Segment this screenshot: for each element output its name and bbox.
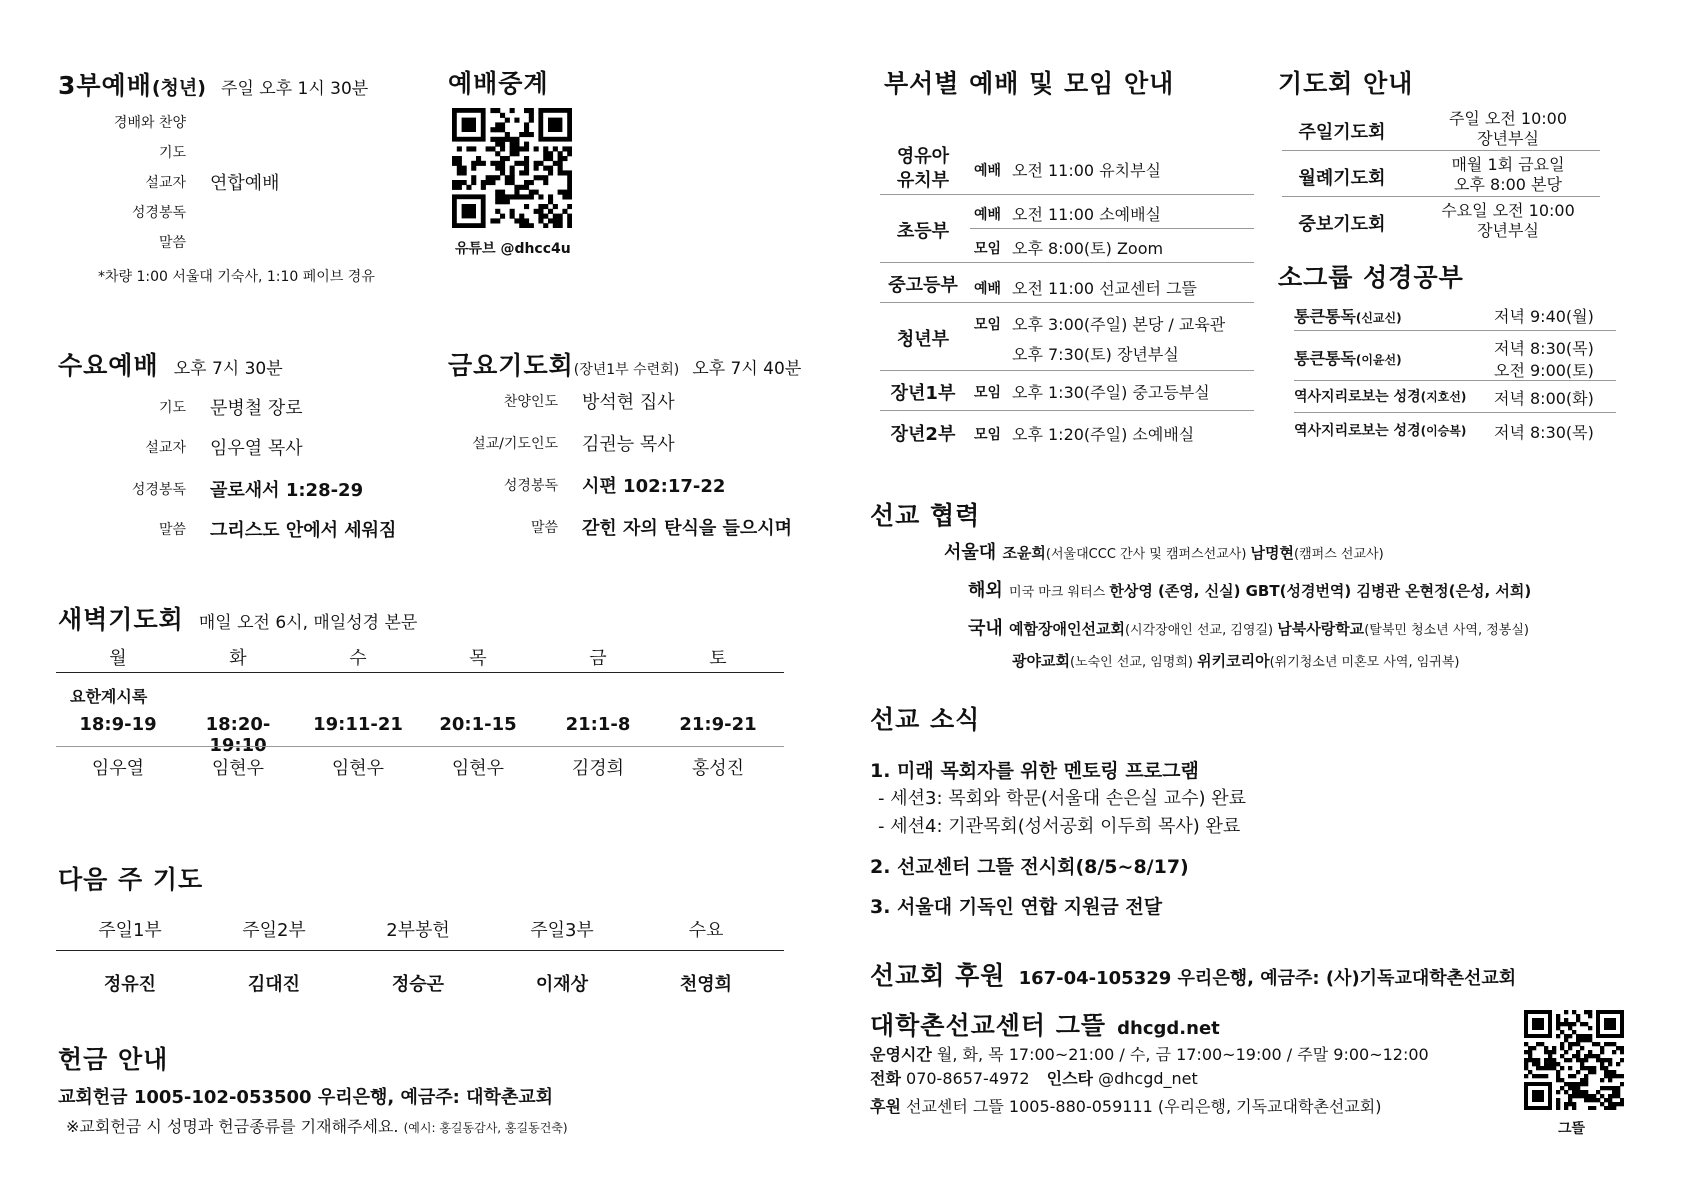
department-schedule: 오전 11:00 소예배실 — [1012, 205, 1162, 224]
small-group-leader: (지호선) — [1420, 390, 1467, 404]
mission-coop-line — [968, 576, 1531, 602]
department-schedule: 오후 8:00(토) Zoom — [1012, 239, 1164, 258]
support-title: 선교회 후원 — [870, 961, 1006, 990]
dawn-leader: 임우열 — [91, 758, 145, 779]
table-divider — [56, 672, 784, 673]
row-divider — [880, 302, 1254, 303]
department-kind: 모임 — [974, 317, 1002, 333]
table-divider — [56, 746, 784, 747]
small-group-name — [1294, 346, 1402, 369]
mission-partner: 위키코리아 — [1197, 652, 1270, 670]
mission-coop-line — [944, 538, 1384, 564]
worship3-title: 3부예배 — [58, 71, 152, 100]
day-header: 금 — [589, 648, 607, 669]
order-value: 문병철 장로 — [210, 398, 303, 419]
order-value: 방석현 집사 — [582, 392, 675, 413]
day-header: 화 — [229, 648, 247, 669]
table-divider — [56, 950, 784, 951]
wednesday-title: 수요예배 — [58, 351, 159, 380]
dawn-passage: 19:11-21 — [313, 714, 403, 735]
order-label: 경배와 찬양 — [113, 115, 186, 131]
small-groups-title: 소그룹 성경공부 — [1278, 263, 1464, 292]
mission-partner-detail: (탈북민 청소년 사역, 정봉실) — [1364, 623, 1529, 638]
youtube-handle[interactable]: 유튜브 @dhcc4u — [455, 241, 571, 257]
small-group-time: 저녁 9:40(월) — [1494, 307, 1594, 326]
dawn-passage: 21:9-21 — [679, 714, 757, 735]
departments-title: 부서별 예배 및 모임 안내 — [884, 69, 1175, 98]
mission-coop-title: 선교 협력 — [870, 501, 981, 530]
friday-title: 금요기도회 — [448, 351, 574, 380]
order-value: 그리스도 안에서 세워짐 — [210, 520, 397, 541]
support-line — [870, 956, 1516, 992]
center-support — [870, 1094, 1381, 1117]
dawn-passage: 18:20-19:10 — [205, 714, 271, 756]
small-group-title: 역사지리로보는 성경 — [1294, 389, 1421, 405]
center-hours-value: 월, 화, 목 17:00~21:00 / 수, 금 17:00~19:00 / 주말 9:00~12:00 — [936, 1045, 1429, 1064]
news-item: 3. 서울대 기독인 연합 지원금 전달 — [870, 896, 1163, 918]
order-label: 성경봉독 — [503, 478, 558, 494]
mission-partner-detail: (서울대CCC 간사 및 캠퍼스선교사) — [1045, 547, 1251, 562]
dawn-time: 매일 오전 6시, 매일성경 본문 — [198, 613, 418, 633]
mission-region: 국내 — [968, 618, 1010, 639]
small-group-title: 역사지리로보는 성경 — [1294, 423, 1421, 439]
department-kind: 모임 — [974, 427, 1002, 443]
center-phone: 070-8657-4972 — [906, 1069, 1030, 1088]
department-kind: 예배 — [974, 207, 1002, 223]
mission-coop-line — [1012, 650, 1460, 671]
row-divider — [880, 370, 1254, 371]
service-header: 2부봉헌 — [386, 920, 450, 941]
center-url[interactable]: dhcgd.net — [1117, 1018, 1220, 1039]
worship3-time: 주일 오후 1시 30분 — [221, 79, 369, 99]
row-divider — [1294, 380, 1616, 381]
department-name: 유치부 — [896, 170, 950, 191]
friday-time: 오후 7시 40분 — [692, 359, 802, 379]
order-value: 임우열 목사 — [210, 438, 303, 459]
center-qr-caption: 그뜰 — [1558, 1121, 1586, 1137]
order-value: 갇힌 자의 탄식을 들으시며 — [582, 518, 793, 539]
dawn-leader: 김경희 — [571, 758, 625, 779]
worship3-title-small: (청년) — [151, 77, 206, 99]
mission-partner-detail: (노숙인 선교, 임명희) — [1069, 655, 1198, 670]
row-divider — [880, 194, 1254, 195]
news-subitem: - 세션3: 목회와 학문(서울대 손은실 교수) 완료 — [878, 788, 1246, 809]
center-qr-code[interactable] — [1524, 1010, 1624, 1110]
department-name: 청년부 — [896, 329, 950, 350]
small-group-leader: (이윤선) — [1355, 353, 1402, 367]
small-group-title: 통큰통독 — [1294, 349, 1356, 368]
row-divider — [880, 410, 1254, 411]
center-support-label: 후원 — [870, 1097, 901, 1116]
department-kind: 예배 — [974, 163, 1002, 179]
dawn-leader: 임현우 — [331, 758, 385, 779]
order-label: 성경봉독 — [131, 482, 186, 498]
mission-partner: 조윤희 — [1002, 544, 1046, 562]
center-insta-label: 인스타 — [1046, 1069, 1094, 1088]
dawn-leader: 홍성진 — [691, 758, 745, 779]
mission-partner: 예함장애인선교회 — [1009, 620, 1125, 638]
offering-note-example: (예시: 홍길동감사, 홍길동건축) — [403, 1121, 568, 1135]
friday-title-small: (장년1부 수련회) — [573, 362, 680, 378]
department-schedule: 오전 11:00 선교센터 그뜰 — [1012, 279, 1198, 298]
row-divider — [970, 228, 1254, 229]
mission-news-title: 선교 소식 — [870, 705, 981, 734]
prayer-name: 천영희 — [679, 974, 733, 995]
order-label: 성경봉독 — [131, 205, 186, 221]
prayer-meeting-name: 월례기도회 — [1298, 168, 1386, 189]
center-hours-label: 운영시간 — [870, 1045, 932, 1064]
row-divider — [880, 262, 1254, 263]
row-divider — [1282, 196, 1600, 197]
broadcast-qr-code[interactable] — [452, 108, 572, 228]
dawn-passage: 20:1-15 — [439, 714, 517, 735]
order-label: 설교/기도인도 — [472, 436, 558, 452]
dawn-leader: 임현우 — [451, 758, 505, 779]
center-phone-label: 전화 — [870, 1069, 901, 1088]
department-kind: 모임 — [974, 385, 1002, 401]
order-label: 기도 — [158, 145, 186, 161]
small-group-leader: (신교신) — [1355, 311, 1402, 325]
service-header: 주일2부 — [242, 920, 306, 941]
order-value: 골로새서 1:28-29 — [210, 480, 364, 501]
small-group-name — [1294, 386, 1466, 406]
worship3-note: *차량 1:00 서울대 기숙사, 1:10 페이브 경유 — [98, 269, 375, 285]
prayer-meeting-time: 주일 오전 10:00 — [1448, 109, 1568, 128]
offering-account: 교회헌금 1005-102-053500 우리은행, 예금주: 대학촌교회 — [58, 1087, 554, 1108]
news-subitem: - 세션4: 기관목회(성서공회 이두희 목사) 완료 — [878, 816, 1241, 837]
friday-header — [448, 346, 801, 382]
prayer-meetings-title: 기도회 안내 — [1278, 69, 1414, 98]
mission-partner: 남북사랑학교 — [1277, 620, 1365, 638]
prayer-meeting-time: 수요일 오전 10:00 — [1441, 201, 1575, 220]
dawn-title: 새벽기도회 — [58, 605, 184, 634]
department-kind: 예배 — [974, 281, 1002, 297]
prayer-meeting-place: 장년부실 — [1477, 129, 1539, 148]
day-header: 수 — [349, 648, 367, 669]
offering-note-text: ※교회헌금 시 성명과 헌금종류를 기재해주세요. — [66, 1117, 399, 1136]
mission-partner-detail: (시각장애인 선교, 김영길) — [1124, 623, 1278, 638]
department-schedule: 오전 11:00 유치부실 — [1012, 161, 1162, 180]
worship3-header — [58, 66, 368, 102]
order-label: 말씀 — [158, 235, 186, 251]
day-header: 월 — [109, 648, 127, 669]
department-schedule: 오후 1:20(주일) 소예배실 — [1012, 425, 1195, 444]
order-label: 말씀 — [530, 520, 558, 536]
small-group-name — [1294, 304, 1402, 327]
order-value: 시편 102:17-22 — [582, 476, 726, 497]
row-divider — [1282, 150, 1600, 151]
mission-partner-detail: (캠퍼스 선교사) — [1294, 547, 1384, 562]
prayer-name: 정승곤 — [391, 974, 445, 995]
mission-partner-detail: (위기청소년 미혼모 사역, 임귀복) — [1269, 655, 1460, 670]
department-name: 초등부 — [896, 221, 950, 242]
small-group-title: 통큰통독 — [1294, 307, 1356, 326]
department-kind: 모임 — [974, 241, 1002, 257]
row-divider — [1294, 412, 1616, 413]
small-group-leader: (이승복) — [1420, 424, 1467, 438]
center-hours — [870, 1042, 1429, 1065]
day-header: 토 — [709, 648, 727, 669]
offering-title: 헌금 안내 — [58, 1045, 169, 1074]
wednesday-header — [58, 346, 283, 382]
prayer-meeting-name: 중보기도회 — [1298, 214, 1386, 235]
dawn-book: 요한계시록 — [70, 687, 148, 706]
service-header: 주일3부 — [530, 920, 594, 941]
prayer-meeting-time: 매월 1회 금요일 — [1451, 155, 1565, 174]
department-schedule: 오후 1:30(주일) 중고등부실 — [1012, 383, 1210, 402]
mission-partner: (존영, 신실) — [1157, 582, 1241, 600]
dawn-leader: 임현우 — [211, 758, 265, 779]
day-header: 목 — [469, 648, 487, 669]
news-item: 2. 선교센터 그뜰 전시회(8/5~8/17) — [870, 856, 1189, 878]
small-group-time: 저녁 8:30(목) — [1494, 339, 1594, 358]
mission-partner: 남명현 — [1250, 544, 1295, 562]
broadcast-title: 예배중계 — [448, 69, 549, 98]
order-label: 기도 — [158, 400, 186, 416]
department-name: 영유아 — [896, 146, 950, 167]
center-title: 대학촌선교센터 그뜰 — [870, 1011, 1107, 1040]
center-support-value: 선교센터 그뜰 1005-880-059111 (우리은행, 기독교대학촌선교회) — [906, 1097, 1382, 1116]
mission-partner-detail: 미국 마크 워터스 — [1009, 585, 1110, 600]
order-label: 말씀 — [158, 522, 186, 538]
small-group-name — [1294, 420, 1466, 440]
mission-partner: 한상영 — [1109, 582, 1153, 600]
order-value: 연합예배 — [210, 173, 280, 194]
small-group-time: 저녁 8:30(목) — [1494, 423, 1594, 442]
prayer-meeting-place: 장년부실 — [1477, 221, 1539, 240]
support-account: 167-04-105329 우리은행, 예금주: (사)기독교대학촌선교회 — [1018, 968, 1517, 989]
prayer-meeting-name: 주일기도회 — [1298, 122, 1386, 143]
center-insta[interactable]: @dhcgd_net — [1098, 1069, 1198, 1088]
department-schedule: 오후 3:00(주일) 본당 / 교육관 — [1012, 315, 1226, 334]
service-header: 주일1부 — [98, 920, 162, 941]
prayer-name: 정유진 — [103, 974, 157, 995]
mission-partner: GBT(성경번역) 김병관 온현정(은성, 서희) — [1245, 582, 1532, 600]
department-name: 장년2부 — [890, 424, 956, 445]
center-contact — [870, 1066, 1198, 1089]
dawn-header — [58, 600, 417, 636]
wednesday-time: 오후 7시 30분 — [173, 359, 283, 379]
order-label: 설교자 — [145, 440, 186, 456]
department-name: 장년1부 — [890, 383, 956, 404]
mission-region: 해외 — [968, 580, 1010, 601]
small-group-time: 저녁 8:00(화) — [1494, 389, 1594, 408]
news-item: 1. 미래 목회자를 위한 멘토링 프로그램 — [870, 760, 1199, 782]
offering-note — [66, 1114, 568, 1137]
dawn-passage: 18:9-19 — [79, 714, 157, 735]
prayer-name: 김대진 — [247, 974, 301, 995]
service-header: 수요 — [688, 920, 724, 941]
order-value: 김권능 목사 — [582, 434, 675, 455]
row-divider — [1294, 330, 1616, 331]
prayer-name: 이재상 — [535, 974, 589, 995]
center-header — [870, 1006, 1220, 1042]
order-label: 찬양인도 — [503, 394, 558, 410]
mission-coop-line — [968, 614, 1529, 640]
department-name: 중고등부 — [888, 275, 958, 296]
order-label: 설교자 — [145, 175, 186, 191]
mission-region: 서울대 — [944, 542, 1003, 563]
small-group-time: 오전 9:00(토) — [1494, 361, 1594, 380]
next-prayer-title: 다음 주 기도 — [58, 865, 204, 894]
prayer-meeting-place: 오후 8:00 본당 — [1454, 175, 1562, 194]
dawn-passage: 21:1-8 — [565, 714, 631, 735]
department-schedule: 오후 7:30(토) 장년부실 — [1012, 345, 1179, 364]
mission-partner: 광야교회 — [1012, 652, 1070, 670]
